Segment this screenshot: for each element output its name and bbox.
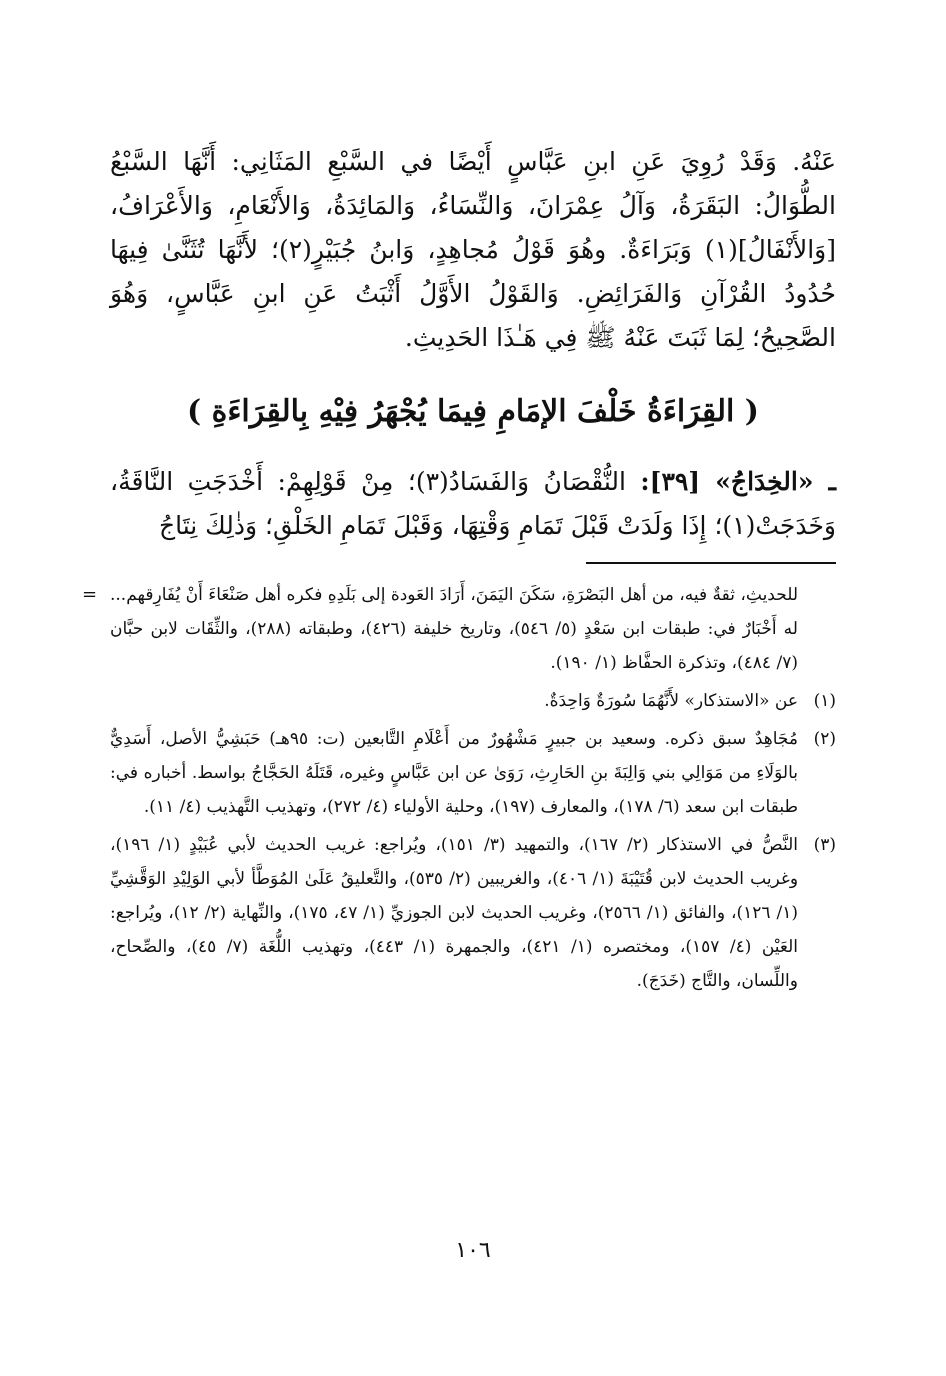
footnote-text: عن «الاستذكار» لأَنَّهُمَا سُورَةٌ وَاحِدَةٌ.: [544, 691, 798, 711]
section-heading: ( القِرَاءَةُ خَلْفَ الإمَامِ فِيمَا يُجْهَرُ فِيْهِ بِالقِرَاءَةِ ): [186, 394, 760, 429]
footnote-text: النَّصُّ في الاستذكار (٢/ ١٦٧)، والتمهيد (٣/ ١٥١)، ويُراجع: غريب الحديث لأبي عُبَيْدٍ (١/ ١٩٦)، وغريب الحديث لابن قُتَيْبَةَ (١/ ٤٠٦)، والغريبين (٢/ ٥٣٥)، والتَّعليقُ عَلَىٰ المُوَطَّأ لأبي الوَلِيْدِ الوَقَّشِيِّ (١/ ١٢٦)، والفائق (١/ ٢٥٦٦)، وغريب الحديث لابن الجوزيِّ (١/ ٤٧، ١٧٥)، والنِّهاية (٢/ ١٢)، ويُراجع: العَيْن (٤/ ١٥٧)، ومختصره (١/ ٤٢١)، والجمهرة (١/ ٤٤٣)، وتهذيب اللُّغَة (٧/ ٤٥)، والصِّحاح، واللِّسان، والتَّاج (خَدَجَ).: [110, 835, 799, 991]
page-number: ١٠٦: [455, 1238, 491, 1263]
footnote-separator: [586, 562, 836, 564]
footnote-continuation-text: للحديثِ، ثقةٌ فيه، من أهل البَصْرَةِ، سَكَنَ اليَمَنَ، أَرَادَ العَودة إلى بَلَدِهِ فكره أهل صَنْعَاءَ أَنْ يُفَارِقهم... له أَخْبَارٌ في: طبقات ابن سَعْدٍ (٥/ ٥٤٦)، وتاريخ خليفة (٤٢٦)، وطبقاته (٢٨٨)، والثِّقَات لابن حبَّان (٧/ ٤٨٤)، وتذكرة الحفَّاظ (١/ ١٩٠).: [110, 585, 798, 673]
footnote-mark: (٢): [813, 729, 836, 749]
entry-headword: ـ «الخِدَاجُ» [٣٩]:: [640, 467, 836, 496]
footnote-mark: (١): [813, 691, 836, 711]
main-text: [110, 140, 836, 360]
footnote-mark-empty: [798, 578, 836, 680]
continuation-mark: =: [82, 584, 98, 605]
main-paragraph: عَنْهُ. وَقَدْ رُوِيَ عَنِ ابنِ عَبَّاسٍ أَيْضًا في السَّبْعِ المَثَانِي: أَنَّهَا السَّبْعُ الطُّوَالُ: البَقَرَةُ، وَآلُ عِمْرَانَ، وَالنِّسَاءُ، وَالمَائِدَةُ، وَالأَنْعَامِ، وَالأَعْرَافُ، [وَالأَنْفَالُ](١) وَبَرَاءَةٌ. وهُوَ قَوْلُ مُجاهِدٍ، وَابنُ جُبَيْرٍ(٢)؛ لأَنَّهَا تُثَنَّىٰ فِيهَا حُدُودُ القُرْآنِ وَالفَرَائِضِ. وَالقَوْلُ الأَوَّلُ أَثْبَتُ عَنِ ابنِ عَبَّاسٍ، وَهُوَ الصَّحِيحُ؛ لِمَا ثَبَتَ عَنْهُ ﷺ فِي هَـٰذَا الحَدِيثِ.: [110, 147, 836, 352]
footnotes: [82, 578, 836, 998]
book-page: [82, 140, 836, 1002]
entry-khidaj: [110, 460, 836, 548]
footnote-item: [110, 684, 836, 718]
entry-body: النُّقْصَانُ وَالفَسَادُ(٣)؛ مِنْ قَوْلِهِمْ: أَخْدَجَتِ النَّاقَةُ، وَخَدَجَتْ(١)؛ إِذَا وَلَدَتْ قَبْلَ تَمَامِ وَقْتِهَا، وَقَبْلَ تَمَامِ الخَلْقِ؛ وَذٰلِكَ نِتَاجُ: [110, 467, 836, 540]
footnote-mark: (٣): [813, 835, 836, 855]
footnote-text: مُجَاهِدٌ سبق ذكره. وسعيد بن جبيرٍ مَشْهُورٌ من أَعْلَامِ التَّابعين (ت: ٩٥هـ) حَبَشِيُّ الأصل، أَسَدِيٌّ بالوَلَاءِ من مَوَالِي بني وَالِبَةَ بنِ الحَارِثِ، رَوَىٰ عن ابن عَبَّاسٍ وغيره، قَتَلَهُ الحَجَّاجُ بواسط. أخباره في: طبقات ابن سعد (٦/ ١٧٨)، والمعارف (١٩٧)، وحلية الأولياء (٤/ ٢٧٢)، وتهذيب التَّهذيب (٤/ ١١).: [110, 729, 798, 817]
footnote-item: [110, 722, 836, 824]
entry-paragraph: [110, 460, 836, 548]
footnote-item: [110, 828, 836, 998]
footnote-continuation: [82, 578, 836, 680]
